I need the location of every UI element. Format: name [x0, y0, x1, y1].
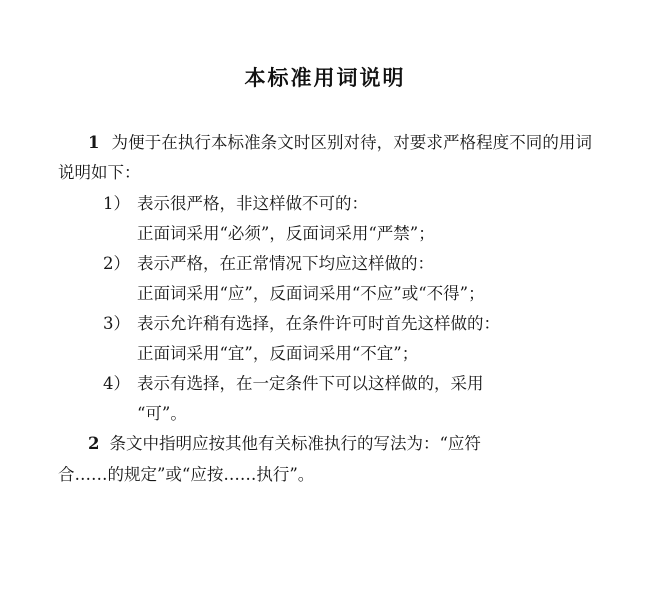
list-item-marker: 2） [103, 254, 130, 274]
list-item-sub-text: 正面词采用“宜”，反面词采用“不宜”； [137, 344, 419, 364]
document-body [58, 128, 592, 490]
list-item [58, 249, 592, 309]
list-item-marker: 3） [103, 314, 130, 334]
list-item-marker: 1） [103, 194, 130, 214]
list-item-sub-text: 正面词采用“必须”，反面词采用“严禁”； [137, 224, 435, 244]
list-item-head [58, 189, 592, 219]
numbered-list [58, 189, 592, 429]
list-item-head [58, 369, 592, 399]
list-item-head-text: 表示允许稍有选择，在条件许可时首先这样做的： [137, 314, 500, 334]
paragraph-1 [58, 128, 592, 188]
list-item-sub-text: “可”。 [137, 404, 187, 424]
list-item-head-text: 表示严格，在正常情况下均应这样做的： [137, 254, 434, 274]
list-item-sub-text: 正面词采用“应”，反面词采用“不应”或“不得”； [137, 284, 485, 304]
paragraph-2-number: 2 [88, 434, 100, 454]
list-item [58, 309, 592, 369]
paragraph-2-continued: 合……的规定”或“应按……执行”。 [58, 465, 315, 485]
paragraph-2-text: 条文中指明应按其他有关标准执行的写法为：“应符 [109, 434, 481, 454]
paragraph-2 [58, 429, 592, 459]
paragraph-1-text: 为便于在执行本标准条文时区别对待，对要求严格程度不同的用词说明如下： [58, 133, 592, 183]
paragraph-1-number: 1 [88, 133, 100, 152]
list-item-head-text: 表示有选择，在一定条件下可以这样做的，采用 [137, 374, 484, 394]
list-item-head-text: 表示很严格，非这样做不可的： [137, 194, 368, 214]
page-title: 本标准用词说明 [244, 65, 406, 90]
list-item [58, 369, 592, 429]
list-item-head [58, 249, 592, 279]
list-item-marker: 4） [103, 374, 130, 394]
list-item [58, 189, 592, 249]
list-item-head [58, 309, 592, 339]
document-page [0, 62, 650, 599]
